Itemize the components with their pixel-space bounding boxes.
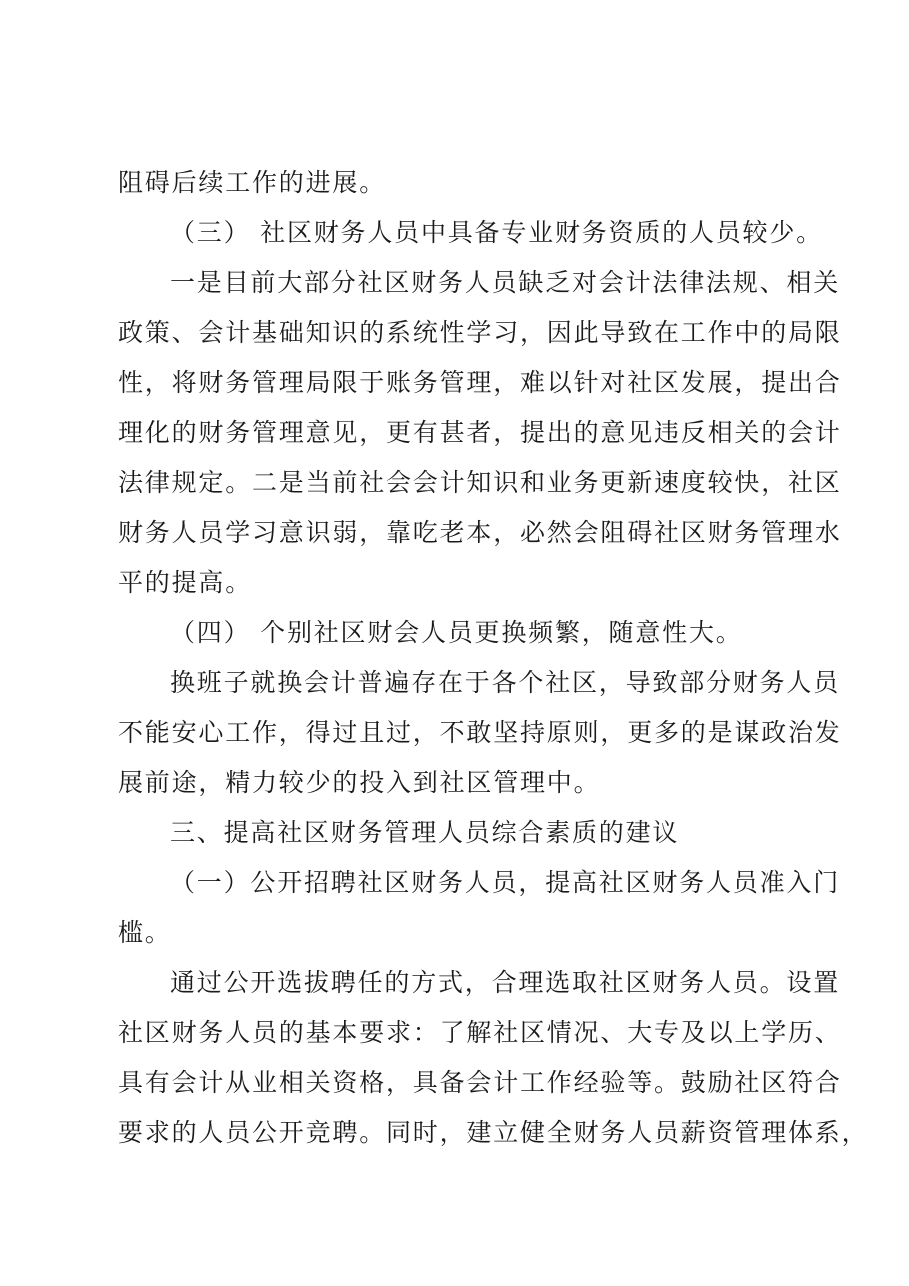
section-heading-3: 三、提高社区财务管理人员综合素质的建议 <box>170 818 680 847</box>
text-line: 性，将财务管理局限于账务管理，难以针对社区发展，提出合 <box>118 368 842 397</box>
text-line: 要求的人员公开竞聘。同时，建立健全财务人员薪资管理体系， <box>118 1118 869 1147</box>
text-line: 不能安心工作，得过且过，不敢坚持原则，更多的是谋政治发 <box>118 718 842 747</box>
text-line: 财务人员学习意识弱，靠吃老本，必然会阻碍社区财务管理水 <box>118 518 842 547</box>
text-line: 政策、会计基础知识的系统性学习，因此导致在工作中的局限 <box>118 318 842 347</box>
text-line-continuation: 阻碍后续工作的进展。 <box>118 168 387 197</box>
text-line: 平的提高。 <box>118 568 253 597</box>
text-line: 法律规定。二是当前社会会计知识和业务更新速度较快，社区 <box>118 468 842 497</box>
text-line: 换班子就换会计普遍存在于各个社区，导致部分财务人员 <box>170 668 841 697</box>
text-line: 一是目前大部分社区财务人员缺乏对会计法律法规、相关 <box>170 268 841 297</box>
subheading-3: （三） 社区财务人员中具备专业财务资质的人员较少。 <box>170 218 823 247</box>
subheading-1: （一）公开招聘社区财务人员，提高社区财务人员准入门 <box>170 868 841 897</box>
text-line: 通过公开选拔聘任的方式，合理选取社区财务人员。设置 <box>170 968 841 997</box>
text-line: 展前途，精力较少的投入到社区管理中。 <box>118 768 601 797</box>
text-line: 具有会计从业相关资格，具备会计工作经验等。鼓励社区符合 <box>118 1068 842 1097</box>
text-line: 理化的财务管理意见，更有甚者，提出的意见违反相关的会计 <box>118 418 842 447</box>
text-line: 槛。 <box>118 918 172 947</box>
subheading-4: （四） 个别社区财会人员更换频繁，随意性大。 <box>170 618 743 647</box>
text-line: 社区财务人员的基本要求：了解社区情况、大专及以上学历、 <box>118 1018 842 1047</box>
